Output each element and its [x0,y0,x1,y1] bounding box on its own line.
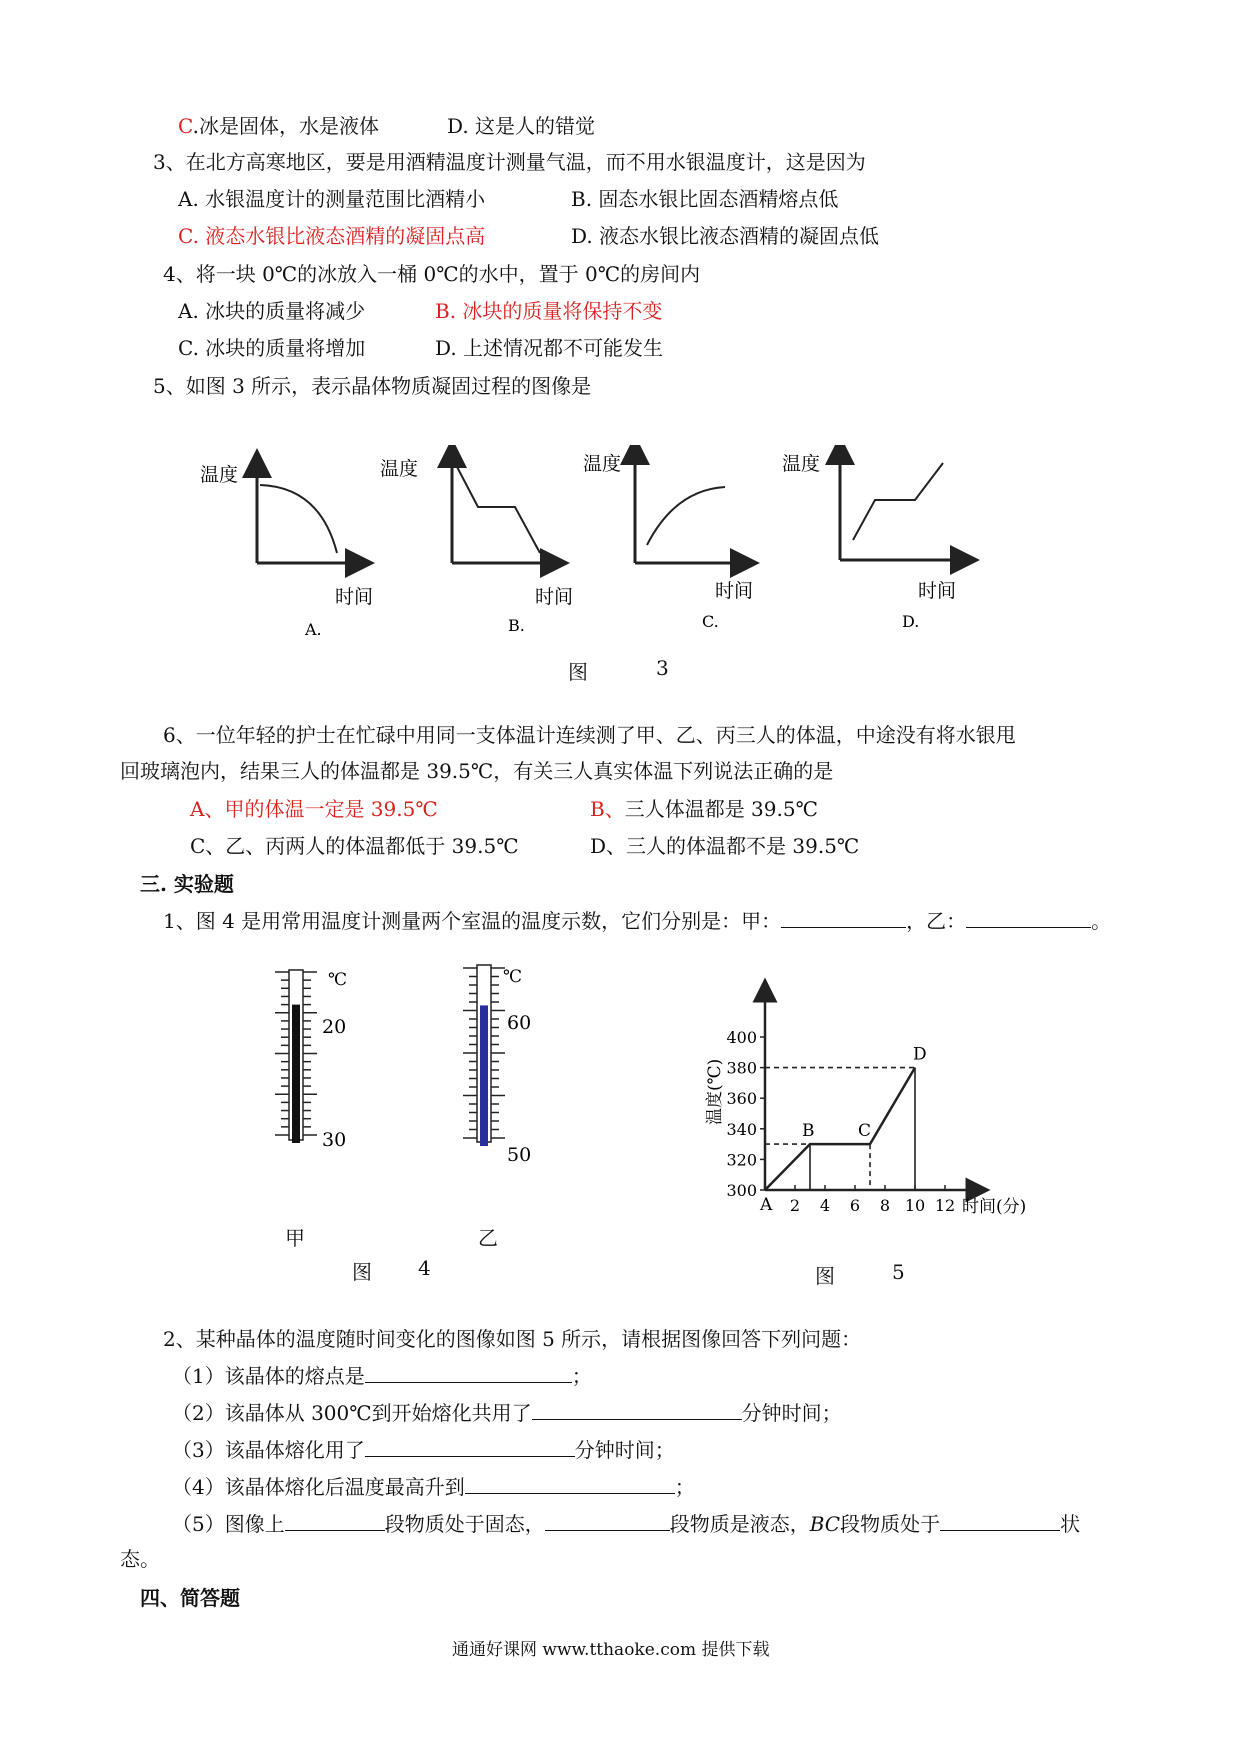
q4-option-d: D. 上述情况都不可能发生 [435,336,664,360]
exp2-q5-blank-solid[interactable] [285,1510,385,1531]
graph-b [380,453,573,635]
exp2-q2: （2）该晶体从 300℃到开始熔化共用了 分钟时间； [172,1401,842,1425]
x-tick-label: 2 [789,1196,801,1215]
thermometer-yi-liquid [480,1005,488,1146]
thermometer-jia-unit: ℃ [328,970,348,990]
thermometer-yi-tick-50: 50 [507,1144,532,1166]
graph-d-xlabel: 时间 [918,580,957,602]
graph-a [200,463,373,639]
q6-stem-line2: 回玻璃泡内，结果三人的体温都是 39.5℃，有关三人真实体温下列说法正确的是 [120,759,834,783]
q6-option-d: D、三人的体温都不是 39.5℃ [590,834,860,858]
exp2-q5-blank-bc[interactable] [940,1510,1060,1531]
x-tick-label: 8 [879,1196,891,1215]
y-tick-label: 380 [726,1058,757,1078]
exp2-q4: （4）该晶体熔化后温度最高升到 ； [172,1475,695,1499]
point-label-c: C [858,1121,872,1142]
thermometer-yi [463,965,531,1166]
q4-option-c: C. 冰块的质量将增加 [178,336,366,360]
figure-4-caption-left: 图 [352,1260,372,1284]
graph-b-xlabel: 时间 [535,586,574,608]
figure-3-caption-right: 3 [656,656,669,680]
x-tick-label: 10 [904,1196,926,1215]
x-axis-label: 时间(分) [962,1197,1027,1217]
thermometer-jia [275,970,347,1151]
exp1-blank-jia[interactable] [781,907,906,928]
graph-a-ylabel: 温度 [200,464,239,486]
figure-4-caption-right: 4 [418,1256,431,1280]
graph-d-label: D. [902,612,920,631]
figure-5-caption-right: 5 [892,1260,905,1284]
y-tick-label: 320 [726,1150,757,1170]
graph-a-xlabel: 时间 [335,586,374,608]
graph-c-label: C. [702,612,719,631]
thermometer-yi-label: 乙 [478,1226,498,1250]
section-3-heading: 三. 实验题 [140,872,234,896]
exp2-q2-blank[interactable] [532,1399,742,1420]
q4-option-b: B. 冰块的质量将保持不变 [435,299,663,323]
x-tick-label: 12 [934,1196,956,1215]
y-tick-label: 300 [726,1181,757,1200]
thermometer-jia-liquid [292,1005,300,1143]
graph-b-ylabel: 温度 [380,458,419,480]
exp2-q4-blank[interactable] [465,1473,675,1494]
q6-option-a: A、甲的体温一定是 39.5℃ [190,797,438,821]
graph-b-label: B. [508,616,525,635]
figure-5-chart [700,975,1030,1245]
thermometer-yi-tick-60: 60 [507,1012,532,1034]
x-tick-label: 6 [849,1196,861,1215]
exp2-q5-blank-liquid[interactable] [545,1510,670,1531]
graph-d-ylabel: 温度 [782,453,821,475]
q2-option-c: C.冰是固体，水是液体 [178,114,379,138]
footer-text: 通通好课网 www.tthaoke.com 提供下载 [452,1640,770,1660]
point-label-a: A [760,1195,773,1215]
thermometer-jia-tick-20: 20 [322,1016,347,1038]
figure-5-caption-left: 图 [815,1264,835,1288]
q6-option-b: B、三人体温都是 39.5℃ [590,797,818,821]
section-4-heading: 四、简答题 [140,1586,240,1610]
graph-c-xlabel: 时间 [715,580,754,602]
x-tick-label: 4 [819,1196,831,1215]
y-tick-label: 360 [726,1089,757,1109]
q3-stem: 3、在北方高寒地区，要是用酒精温度计测量气温，而不用水银温度计，这是因为 [153,150,866,174]
q2-option-d: D. 这是人的错觉 [447,114,596,138]
thermometer-jia-tick-30: 30 [322,1129,347,1151]
y-tick-label: 400 [726,1028,757,1047]
q6-stem-line1: 6、一位年轻的护士在忙碌中用同一支体温计连续测了甲、乙、丙三人的体温，中途没有将水银甩 [163,723,1016,747]
graph-a-label: A. [305,620,322,639]
q6-option-c: C、乙、丙两人的体温都低于 39.5℃ [190,834,519,858]
exp2-q3-blank[interactable] [365,1436,575,1457]
q4-stem: 4、将一块 0℃的冰放入一桶 0℃的水中，置于 0℃的房间内 [163,262,701,286]
exp2-stem: 2、某种晶体的温度随时间变化的图像如图 5 所示，请根据图像回答下列问题： [163,1327,862,1351]
exp2-q3: （3）该晶体熔化用了 分钟时间； [172,1438,675,1462]
q3-option-b: B. 固态水银比固态酒精熔点低 [571,187,839,211]
q3-option-d: D. 液态水银比液态酒精的凝固点低 [571,224,880,248]
exp1-stem: 1、图 4 是用常用温度计测量两个室温的温度示数，它们分别是：甲： ，乙： 。 [163,909,1112,933]
thermometer-jia-label: 甲 [285,1226,305,1250]
exp2-q1: （1）该晶体的熔点是 ； [172,1364,592,1388]
figure-4-thermometers [255,960,575,1190]
point-label-b: B [802,1121,815,1142]
q3-option-c: C. 液态水银比液态酒精的凝固点高 [178,224,486,248]
q4-option-a: A. 冰块的质量将减少 [178,299,366,323]
graph-c [583,450,753,631]
point-label-d: D [913,1044,927,1065]
q5-stem: 5、如图 3 所示，表示晶体物质凝固过程的图像是 [153,374,592,398]
exp2-q1-blank[interactable] [365,1362,572,1383]
thermometer-yi-unit: ℃ [503,967,523,987]
exp2-q5-continued: 态。 [120,1547,160,1571]
figure-3-graphs [190,445,990,645]
figure-3-caption-left: 图 [568,660,588,684]
y-axis-label: 温度(℃) [705,1058,725,1125]
temperature-series-line [765,1068,915,1190]
exp1-blank-yi[interactable] [966,907,1091,928]
graph-c-ylabel: 温度 [583,453,622,475]
exp2-q5: （5）图像上 段物质处于固态， 段物质是液态，BC段物质处于 状 [172,1512,1081,1536]
y-tick-label: 340 [726,1119,757,1139]
q3-option-a: A. 水银温度计的测量范围比酒精小 [178,187,486,211]
graph-d [782,450,965,631]
